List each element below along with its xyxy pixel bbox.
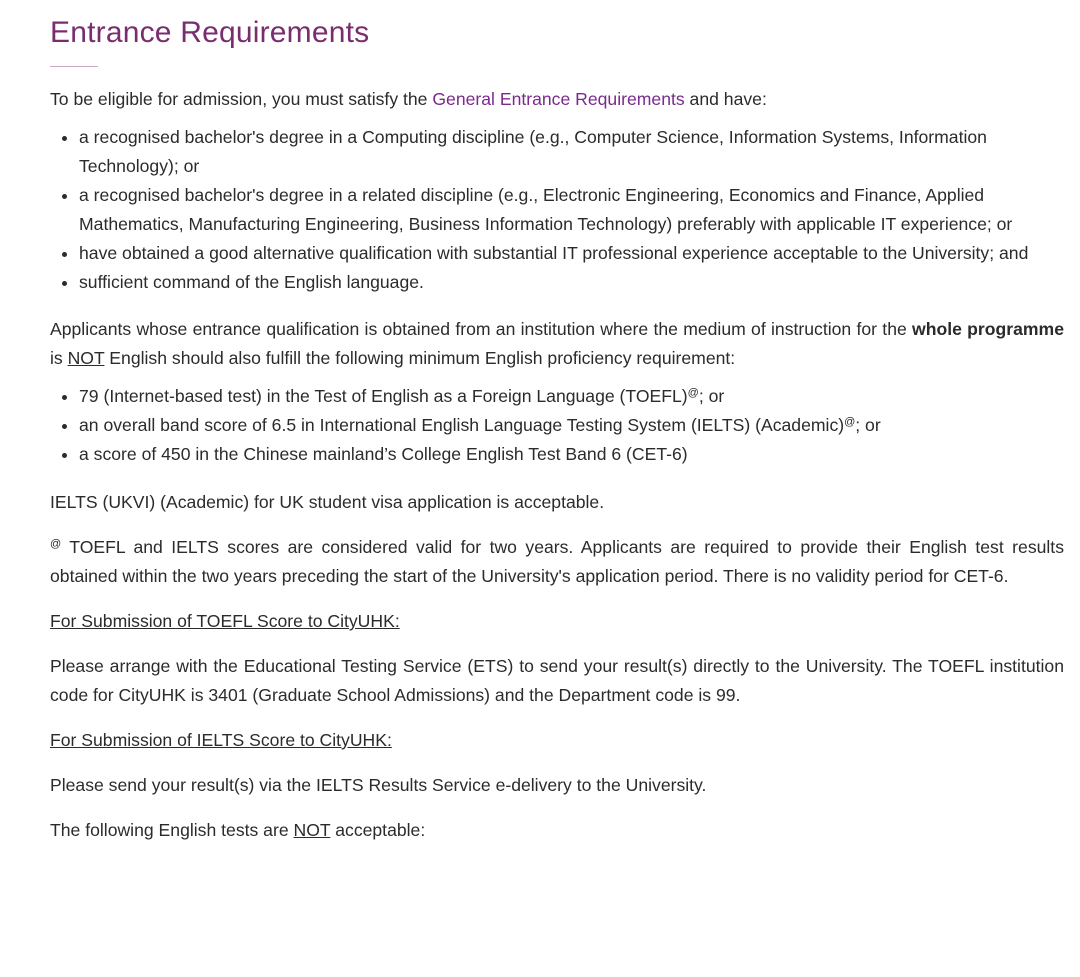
ielts-submission-heading: For Submission of IELTS Score to CityUHK: bbox=[50, 730, 392, 750]
list-item bbox=[79, 382, 1064, 411]
english-text: is bbox=[50, 348, 68, 368]
not-acceptable-text: The following English tests are bbox=[50, 820, 294, 840]
test-suffix: ; or bbox=[698, 386, 725, 406]
toefl-submission-heading: For Submission of TOEFL Score to CityUHK: bbox=[50, 611, 400, 631]
page-title: Entrance Requirements bbox=[50, 16, 370, 49]
test-text: an overall band score of 6.5 in International English Language Testing System (IELTS) (Academic) bbox=[79, 415, 845, 435]
validity-note bbox=[50, 533, 1064, 591]
test-suffix: ; or bbox=[855, 415, 881, 435]
not-emphasis: NOT bbox=[293, 820, 331, 840]
not-acceptable-intro bbox=[50, 816, 1064, 845]
list-item: • have obtained a good alternative qualification with substantial IT professional experience acceptable to the University; and bbox=[79, 239, 1064, 268]
test-text: 79 (Internet-based test) in the Test of English as a Foreign Language (TOEFL) bbox=[79, 386, 688, 406]
footnote-marker: @ bbox=[687, 387, 699, 399]
title-divider bbox=[50, 66, 98, 67]
english-text: English should also fulfill the following minimum English proficiency requirement: bbox=[104, 348, 736, 368]
list-item: • a recognised bachelor's degree in a related discipline (e.g., Electronic Engineering, Economics and Finance, Applied Mathematics, Manufacturing Engineering, Business Information Technology) preferably with applicable IT experience; or bbox=[79, 181, 1064, 239]
list-item bbox=[79, 440, 1064, 469]
toefl-submission-text: Please arrange with the Educational Testing Service (ETS) to send your result(s) directly to the University. The TOEFL institution code for CityUHK is 3401 (Graduate School Admissions) and the Department code is 99. bbox=[50, 656, 1064, 705]
general-entrance-requirements-link[interactable]: General Entrance Requirements bbox=[432, 89, 685, 109]
english-tests-list bbox=[50, 382, 1064, 469]
english-text: Applicants whose entrance qualification is obtained from an institution where the medium of instruction for the bbox=[50, 319, 913, 339]
intro-text-after: and have: bbox=[684, 89, 767, 109]
not-acceptable-text-after: acceptable: bbox=[330, 820, 426, 840]
requirements-list bbox=[50, 123, 1064, 297]
whole-programme-bold: whole programme bbox=[912, 319, 1064, 339]
list-item bbox=[79, 411, 1064, 440]
footnote-marker: @ bbox=[50, 538, 62, 550]
footnote-marker: @ bbox=[844, 416, 856, 428]
intro-paragraph bbox=[50, 85, 1064, 114]
intro-text: To be eligible for admission, you must satisfy the bbox=[50, 89, 433, 109]
not-emphasis: NOT bbox=[67, 348, 105, 368]
list-item: • a recognised bachelor's degree in a Computing discipline (e.g., Computer Science, Information Systems, Information Technology); or bbox=[79, 123, 1064, 181]
test-text: a score of 450 in the Chinese mainland’s College English Test Band 6 (CET-6) bbox=[79, 444, 688, 464]
ukvi-note: IELTS (UKVI) (Academic) for UK student visa application is acceptable. bbox=[50, 492, 605, 512]
validity-text: TOEFL and IELTS scores are considered valid for two years. Applicants are required to provide their English test results obtained within the two years preceding the start of the University's application period. There is no validity period for CET-6. bbox=[50, 537, 1064, 586]
list-item: • sufficient command of the English language. bbox=[79, 268, 1064, 297]
ielts-submission-text: Please send your result(s) via the IELTS Results Service e-delivery to the University. bbox=[50, 775, 707, 795]
english-requirement-paragraph bbox=[50, 315, 1064, 373]
